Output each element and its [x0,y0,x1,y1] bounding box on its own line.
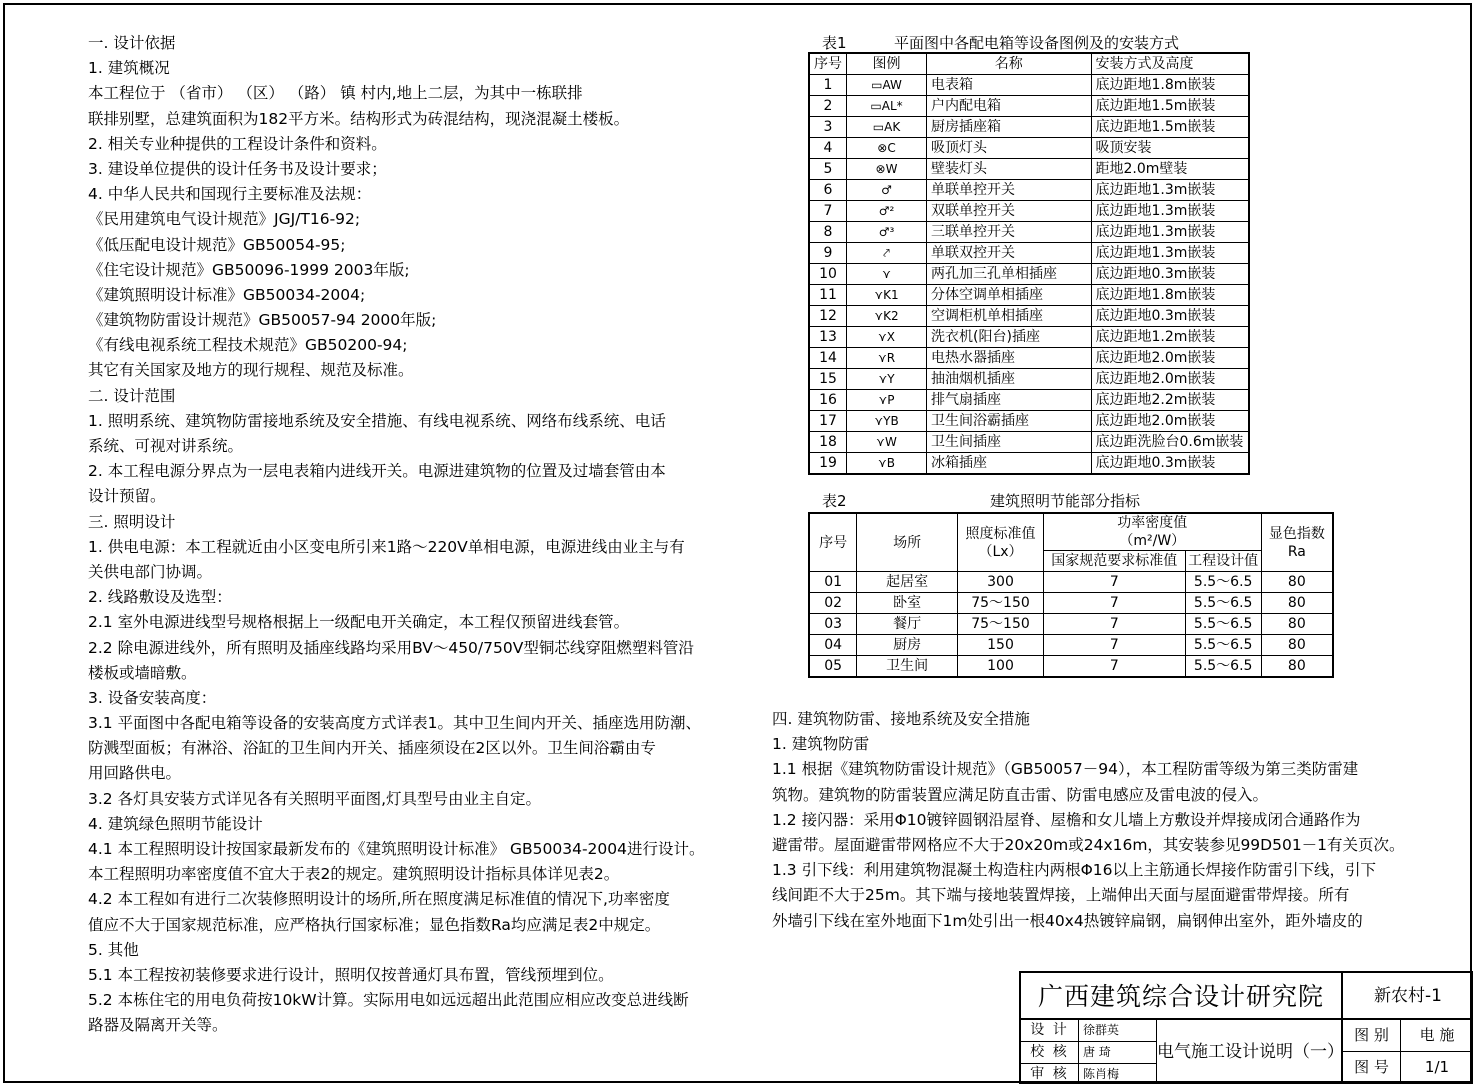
note-line: 2.2 除电源进线外，所有照明及插座线路均采用BV～450/750V型铜芯线穿阻燃塑料管沿 [88,638,694,657]
row-number: 02 [809,593,857,614]
legend-symbol-icon [847,453,927,475]
table-row [809,635,1333,656]
table-row [809,180,1249,201]
lighting-efficiency-table [808,512,1334,678]
note-line: 本工程照明功率密度值不宜大于表2的规定。建筑照明设计指标具体详见表2。 [88,865,620,884]
note-line: 三. 照明设计 [88,512,176,531]
table-row [809,285,1249,306]
row-number: 5 [809,159,847,180]
legend-symbol-icon [847,327,927,348]
device-name: 厨房插座箱 [927,117,1092,138]
legend-symbol-icon [847,138,927,159]
note-line: 筑物。建筑物的防雷装置应满足防直击雷、防雷电感应及雷电波的侵入。 [772,785,1269,804]
header-power-standard: 国家规范要求标准值 [1043,551,1185,572]
table1-title: 平面图中各配电箱等设备图例及的安装方式 [894,34,1180,52]
power-density-standard: 7 [1043,572,1185,593]
legend-symbol-icon [847,96,927,117]
mounting-method: 底边距地1.3m嵌装 [1091,222,1249,243]
header-power-density-unit: （m²/W） [1119,533,1186,549]
table-row [809,453,1249,475]
header-mounting: 安装方式及高度 [1091,53,1249,75]
device-name: 分体空调单相插座 [927,285,1092,306]
note-line: 防溅型面板；有淋浴、浴缸的卫生间内开关、插座须设在2区以外。卫生间浴霸由专 [88,739,656,758]
note-line: 2. 线路敷设及选型： [88,588,232,607]
mounting-method: 底边距地2.0m嵌装 [1091,411,1249,432]
legend-symbol-icon [847,411,927,432]
power-density-standard: 7 [1043,614,1185,635]
legend-symbol-icon [847,117,927,138]
note-line: 1. 照明系统、建筑物防雷接地系统及安全措施、有线电视系统、网络布线系统、电话 [88,411,666,430]
row-number: 03 [809,614,857,635]
table-row [809,327,1249,348]
note-line: 《建筑照明设计标准》GB50034-2004; [88,285,366,304]
header-place: 场所 [857,513,958,572]
table1-label: 表1 [822,34,847,52]
row-number: 10 [809,264,847,285]
note-line: 5.1 本工程按初装修要求进行设计，照明仅按普通灯具布置，管线预埋到位。 [88,965,614,984]
note-line: 4. 建筑绿色照明节能设计 [88,814,263,833]
legend-symbol-icon [847,159,927,180]
note-line: 1.3 引下线：利用建筑物混凝土构造柱内两根Φ16以上主筋通长焊接作防雷引下线，引下 [772,861,1377,880]
color-rendering-index: 80 [1261,614,1333,635]
note-line: 5. 其他 [88,940,139,959]
legend-symbol-text: ⋎X [878,330,896,344]
header-power-density-label: 功率密度值 [1117,515,1188,531]
device-name: 排气扇插座 [927,390,1092,411]
checker-row [1021,1042,1156,1064]
table-row [809,138,1249,159]
legend-symbol-icon [847,180,927,201]
table-row [809,75,1249,96]
category-value: 电 施 [1401,1020,1473,1052]
device-name: 吸顶灯头 [927,138,1092,159]
note-line: 《低压配电设计规范》GB50054-95; [88,235,346,254]
note-line: 《有线电视系统工程技术规范》GB50200-94; [88,336,408,355]
equipment-legend-table [808,52,1250,475]
device-name: 壁装灯头 [927,159,1092,180]
header-no: 序号 [809,53,847,75]
row-number: 3 [809,117,847,138]
note-line: 《建筑物防雷设计规范》GB50057-94 2000年版; [88,311,437,330]
table-row [809,243,1249,264]
table2-label: 表2 [822,492,847,510]
designer-row [1021,1020,1156,1042]
table-row [809,572,1333,593]
power-density-standard: 7 [1043,656,1185,678]
row-number: 6 [809,180,847,201]
table-row [809,222,1249,243]
mounting-method: 底边距地1.5m嵌装 [1091,96,1249,117]
row-number: 11 [809,285,847,306]
legend-symbol-icon [847,243,927,264]
design-notes-left [88,31,728,1039]
table-row [809,593,1333,614]
note-line: 《民用建筑电气设计规范》JGJ/T16-92; [88,210,361,229]
note-line: 1. 供电电源：本工程就近由小区变电所引来1路～220V单相电源，电源进线由业主与有 [88,537,685,556]
header-cri [1261,513,1333,572]
legend-symbol-text: ♂ [881,183,892,197]
color-rendering-index: 80 [1261,572,1333,593]
legend-symbol-icon [847,75,927,96]
header-illuminance-label: 照度标准值 [965,525,1036,542]
room-name: 起居室 [857,572,958,593]
table-row [809,306,1249,327]
drawing-name: 电气施工设计说明（一） [1156,1020,1343,1084]
header-power-density [1043,513,1261,551]
header-symbol: 图例 [847,53,927,75]
color-rendering-index: 80 [1261,635,1333,656]
room-name: 餐厅 [857,614,958,635]
row-number: 2 [809,96,847,117]
note-line: 5.2 本栋住宅的用电负荷按10kW计算。实际用电如远远超出此范围应相应改变总进线断 [88,991,689,1010]
note-line: 其它有关国家及地方的现行规程、规范及标准。 [88,361,414,380]
note-line: 设计预留。 [88,487,166,506]
legend-symbol-icon [847,369,927,390]
note-line: 3.2 各灯具安装方式详见各有关照明平面图,灯具型号由业主自定。 [88,789,542,808]
note-line: 二. 设计范围 [88,386,176,405]
power-density-design: 5.5～6.5 [1185,656,1261,678]
note-line: 本工程位于 （省市） （区） （路） 镇 村内,地上二层，为其中一栋联排 [88,84,583,103]
note-line: 值应不大于国家规范标准，应严格执行国家标准；显色指数Ra均应满足表2中规定。 [88,915,661,934]
device-name: 卫生间插座 [927,432,1092,453]
illuminance-value: 75～150 [958,593,1044,614]
device-name: 冰箱插座 [927,453,1092,475]
header-illuminance-unit: （Lx） [978,543,1023,560]
note-line: 系统、可视对讲系统。 [88,437,244,455]
power-density-design: 5.5～6.5 [1185,614,1261,635]
device-name: 卫生间浴霸插座 [927,411,1092,432]
table-row [809,117,1249,138]
device-name: 三联单控开关 [927,222,1092,243]
note-line: 四. 建筑物防雷、接地系统及安全措施 [772,710,1030,728]
table-row [809,348,1249,369]
mounting-method: 底边距地2.0m嵌装 [1091,369,1249,390]
legend-symbol-text: ⋎W [876,435,897,449]
mounting-method: 底边距地0.3m嵌装 [1091,453,1249,475]
device-name: 电热水器插座 [927,348,1092,369]
legend-symbol-text: ▭AW [871,78,902,92]
mounting-method: 距地2.0m壁装 [1091,159,1249,180]
table-header-row [809,513,1333,551]
legend-symbol-icon [847,201,927,222]
note-line: 楼板或墙暗敷。 [88,663,197,682]
mounting-method: 底边距地0.3m嵌装 [1091,264,1249,285]
table-row [809,411,1249,432]
header-power-design: 工程设计值 [1185,551,1261,572]
mounting-method: 底边距地1.3m嵌装 [1091,201,1249,222]
legend-symbol-text: ♂² [878,204,895,218]
legend-symbol-icon [847,348,927,369]
note-line: 1. 建筑概况 [88,59,170,78]
legend-symbol-text: ▭AK [872,120,901,134]
legend-symbol-icon [847,285,927,306]
legend-symbol-icon [847,306,927,327]
mounting-method: 底边距地1.3m嵌装 [1091,243,1249,264]
table-row [809,390,1249,411]
device-name: 空调柜机单相插座 [927,306,1092,327]
note-line: 2. 相关专业种提供的工程设计条件和资料。 [88,134,387,153]
device-name: 户内配电箱 [927,96,1092,117]
mounting-method: 底边距地2.2m嵌装 [1091,390,1249,411]
table2-title: 建筑照明节能部分指标 [990,492,1141,510]
room-name: 卫生间 [857,656,958,678]
mounting-method: 底边距洗脸台0.6m嵌装 [1091,432,1249,453]
legend-symbol-text: ⋎K2 [874,309,899,323]
room-name: 厨房 [857,635,958,656]
legend-symbol-text: ⋎B [877,456,896,470]
note-line: 1.1 根据《建筑物防雷设计规范》（GB50057－94），本工程防雷等级为第三类防雷建 [772,760,1359,779]
power-density-design: 5.5～6.5 [1185,593,1261,614]
power-density-standard: 7 [1043,593,1185,614]
title-block [1019,971,1473,1084]
row-number: 04 [809,635,857,656]
note-line: 3. 设备安装高度： [88,688,217,707]
table1-caption [822,32,1180,53]
note-line: 避雷带。屋面避雷带网格应不大于20x20m或24x16m，其安装参见99D501－1有关页次。 [772,835,1405,854]
header-no: 序号 [809,513,857,572]
reviewer-signature: 陈肖梅 [1083,1067,1120,1081]
legend-symbol-text: ⊗W [875,162,898,176]
legend-symbol-text: ▭AL* [870,99,903,113]
note-line: 1. 建筑物防雷 [772,735,870,754]
note-line: 4. 中华人民共和国现行主要标准及法规： [88,185,372,204]
room-name: 卧室 [857,593,958,614]
reviewer-label: 审 核 [1021,1064,1079,1084]
table-row [809,96,1249,117]
table-row [809,432,1249,453]
legend-symbol-text: ⋎ [882,267,891,281]
legend-symbol-icon [847,432,927,453]
note-line: 2.1 室外电源进线型号规格根据上一级配电开关确定，本工程仅预留进线套管。 [88,613,630,632]
legend-symbol-text: ♂³ [878,225,895,239]
row-number: 16 [809,390,847,411]
legend-symbol-text: ⋎P [878,393,895,407]
mounting-method: 底边距地1.8m嵌装 [1091,75,1249,96]
note-line: 1.2 接闪器：采用Φ10镀锌圆钢沿屋脊、屋檐和女儿墙上方敷设并焊接成闭合通路作为 [772,810,1361,829]
row-number: 18 [809,432,847,453]
legend-symbol-text: ⋎K1 [874,288,899,302]
illuminance-value: 100 [958,656,1044,678]
row-number: 15 [809,369,847,390]
mounting-method: 底边距地0.3m嵌装 [1091,306,1249,327]
device-name: 两孔加三孔单相插座 [927,264,1092,285]
legend-symbol-icon [847,390,927,411]
reviewer-row [1021,1064,1156,1084]
device-name: 电表箱 [927,75,1092,96]
note-line: 联排别墅，总建筑面积为182平方米。结构形式为砖混结构，现浇混凝土楼板。 [88,109,630,128]
color-rendering-index: 80 [1261,593,1333,614]
mounting-method: 吸顶安装 [1091,138,1249,159]
note-line: 4.2 本工程如有进行二次装修照明设计的场所,所在照度满足标准值的情况下,功率密度 [88,890,670,909]
power-density-standard: 7 [1043,635,1185,656]
note-line: 2. 本工程电源分界点为一层电表箱内进线开关。电源进建筑物的位置及过墙套管由本 [88,462,666,481]
header-name: 名称 [927,53,1092,75]
note-line: 《住宅设计规范》GB50096-1999 2003年版; [88,260,410,279]
illuminance-value: 75～150 [958,614,1044,635]
row-number: 4 [809,138,847,159]
table2-caption [822,490,1141,511]
table-row [809,369,1249,390]
power-density-design: 5.5～6.5 [1185,635,1261,656]
row-number: 05 [809,656,857,678]
drawing-number-value: 1/1 [1424,1058,1450,1076]
header-illuminance [958,513,1044,572]
designer-label: 设 计 [1021,1020,1079,1041]
table-row [809,614,1333,635]
category-label: 图 别 [1343,1020,1401,1052]
mounting-method: 底边距地1.2m嵌装 [1091,327,1249,348]
organization-name: 广西建筑综合设计研究院 [1021,973,1343,1020]
row-number: 19 [809,453,847,475]
device-name: 单联双控开关 [927,243,1092,264]
note-line: 3.1 平面图中各配电箱等设备的安装高度方式详表1。其中卫生间内开关、插座选用防潮、 [88,714,701,733]
row-number: 8 [809,222,847,243]
designer-signature: 徐群英 [1083,1023,1120,1037]
checker-signature: 唐 琦 [1083,1045,1111,1059]
legend-symbol-icon [847,222,927,243]
header-cri-sub: Ra [1287,543,1306,560]
mounting-method: 底边距地1.8m嵌装 [1091,285,1249,306]
note-line: 线间距不大于25m。其下端与接地装置焊接，上端伸出天面与屋面避雷带焊接。所有 [772,886,1350,905]
row-number: 7 [809,201,847,222]
row-number: 1 [809,75,847,96]
row-number: 14 [809,348,847,369]
note-line: 用回路供电。 [88,764,182,783]
legend-symbol-text: ⊗C [877,141,896,155]
row-number: 17 [809,411,847,432]
illuminance-value: 300 [958,572,1044,593]
project-name: 新农村-1 [1343,973,1473,1020]
device-name: 双联单控开关 [927,201,1092,222]
note-line: 一. 设计依据 [88,34,176,52]
legend-symbol-text: ⋎YB [874,414,899,428]
illuminance-value: 150 [958,635,1044,656]
table-row [809,656,1333,678]
note-line: 4.1 本工程照明设计按国家最新发布的《建筑照明设计标准》 GB50034-2004进行设计。 [88,840,705,858]
note-line: 外墙引下线在室外地面下1m处引出一根40x4热镀锌扁钢，扁钢伸出室外，距外墙皮的 [772,911,1363,930]
power-density-design: 5.5～6.5 [1185,572,1261,593]
device-name: 洗衣机(阳台)插座 [927,327,1092,348]
row-number: 01 [809,572,857,593]
design-notes-right [772,707,1412,934]
device-name: 单联单控开关 [927,180,1092,201]
row-number: 12 [809,306,847,327]
row-number: 9 [809,243,847,264]
table-row [809,264,1249,285]
device-name: 抽油烟机插座 [927,369,1092,390]
legend-symbol-text: ⋎Y [878,372,895,386]
mounting-method: 底边距地1.3m嵌装 [1091,180,1249,201]
drawing-number-label: 图 号 [1343,1052,1401,1084]
legend-symbol-text: ⋎R [877,351,896,365]
note-line: 关供电部门协调。 [88,562,213,581]
note-line: 路器及隔离开关等。 [88,1016,228,1035]
table-header-row [809,53,1249,75]
legend-symbol-icon [847,264,927,285]
legend-symbol-text: ⤤ [883,246,890,260]
table-row [809,201,1249,222]
table-row [809,159,1249,180]
row-number: 13 [809,327,847,348]
mounting-method: 底边距地2.0m嵌装 [1091,348,1249,369]
header-cri-label: 显色指数 [1268,525,1325,542]
color-rendering-index: 80 [1261,656,1333,678]
checker-label: 校 核 [1021,1042,1079,1063]
mounting-method: 底边距地1.5m嵌装 [1091,117,1249,138]
note-line: 3. 建设单位提供的设计任务书及设计要求； [88,159,387,178]
